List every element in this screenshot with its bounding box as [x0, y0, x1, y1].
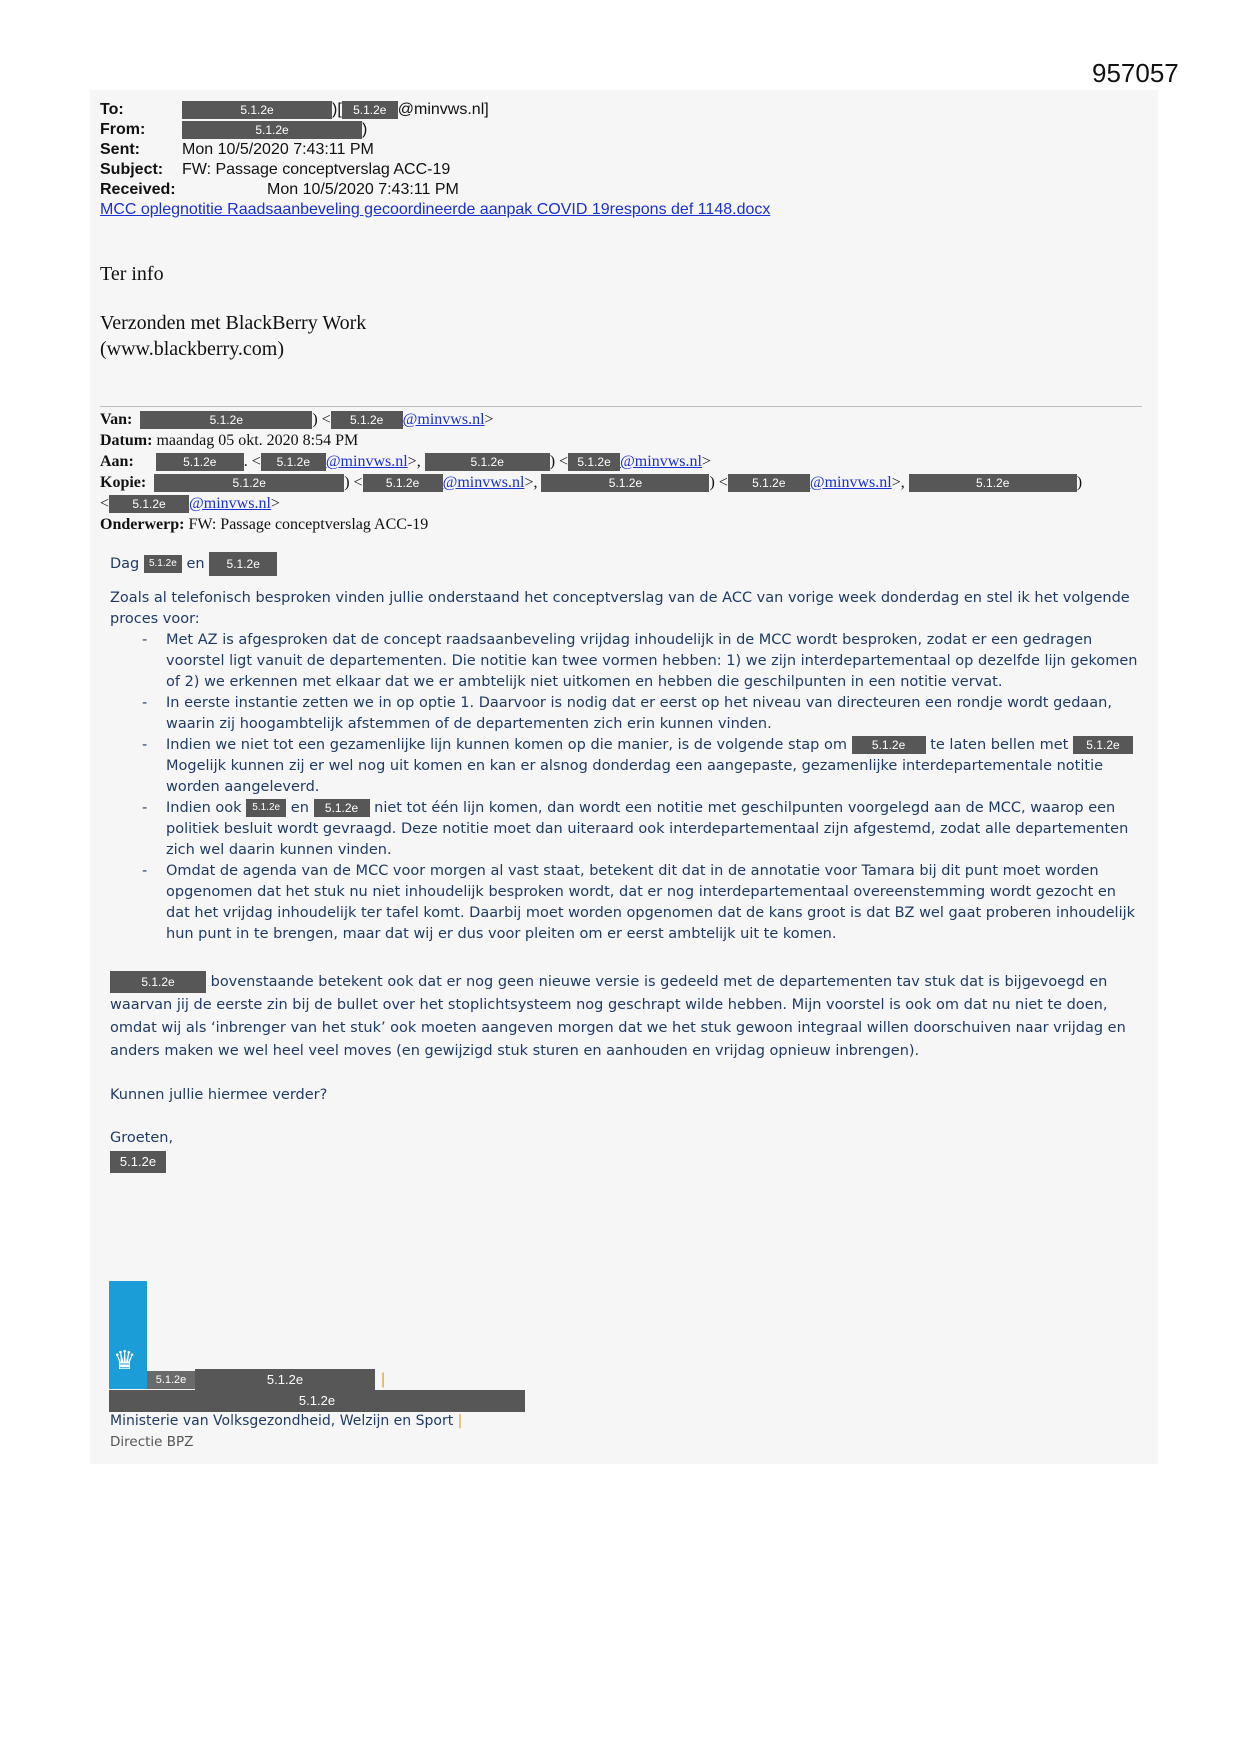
closing: Groeten, — [110, 1130, 174, 1146]
redaction: 5.1.2e — [425, 453, 550, 471]
redaction: 5.1.2e — [156, 453, 244, 471]
redaction: 5.1.2e — [342, 101, 398, 119]
sent-value: Mon 10/5/2020 7:43:11 PM — [182, 141, 374, 158]
list-item: - Omdat de agenda van de MCC voor morgen al vast staat, betekent dit dat in de annotatie voor Tamara bij dit punt moet worden opgenomen dat het stuk nu niet inhoudelijk besproken wordt, dat er nog interdepartementaal overeenstemming wordt gezocht en dat het vrijdag inhoudelijk ter tafel komt. Daarbij moet worden opgenomen dat de kans groot is dat BZ wel gaat proberen inhoudelijk hun punt in te brengen, maar dat wij er dus voor pleiten om er eerst ambtelijk uit te komen. — [110, 861, 1140, 945]
gt: > — [270, 495, 280, 512]
aan-label: Aan: — [100, 453, 134, 470]
lt: < — [100, 495, 110, 512]
redaction: 5.1.2e — [363, 474, 443, 492]
redaction: 5.1.2e — [852, 736, 926, 754]
kopie-sep: ) < — [344, 474, 363, 491]
divider — [100, 406, 1142, 407]
bullet4-part-b: en — [290, 800, 309, 816]
redaction: 5.1.2e — [541, 474, 709, 492]
ministry-name — [110, 1413, 462, 1429]
aan-sep: . < — [243, 453, 261, 470]
datum-value: maandag 05 okt. 2020 8:54 PM — [156, 432, 359, 449]
aan-domain-link-2[interactable]: @minvws.nl — [620, 453, 702, 470]
redaction: 5.1.2e — [144, 555, 182, 573]
gt-comma: >, — [891, 474, 905, 491]
redaction: 5.1.2e — [209, 552, 277, 576]
kopie-row — [100, 472, 1082, 493]
message-body — [110, 552, 1140, 1173]
subject-label: Subject: — [100, 161, 164, 178]
redaction: 5.1.2e — [331, 411, 403, 429]
bullet3-part-c: Mogelijk kunnen zij er wel nog uit komen en kan er alsnog donderdag een aangepaste, gezamenlijke interdepartementale notitie worden aangeleverd. — [166, 758, 1104, 795]
to-label: To: — [100, 101, 124, 118]
kopie-row-2 — [100, 493, 1082, 514]
list-item — [110, 735, 1140, 798]
onderwerp-value: FW: Passage conceptverslag ACC-19 — [188, 516, 429, 533]
kopie-sep2: ) < — [709, 474, 728, 491]
redaction: 5.1.2e — [568, 453, 620, 471]
paragraph-2 — [110, 971, 1140, 1063]
subject-row — [100, 160, 770, 180]
onderwerp-label: Onderwerp: — [100, 516, 185, 533]
redaction: 5.1.2e — [728, 474, 810, 492]
question: Kunnen jullie hiermee verder? — [110, 1087, 328, 1103]
intro-paragraph: Zoals al telefonisch besproken vinden jullie onderstaand het conceptverslag van de ACC van vorige week donderdag en stel ik het volgende proces voor: — [110, 590, 1130, 627]
received-row — [100, 180, 770, 200]
redaction: 5.1.2e — [110, 971, 206, 993]
redaction: 5.1.2e — [261, 453, 326, 471]
attachment-link[interactable]: MCC oplegnotitie Raadsaanbeveling gecoordineerde aanpak COVID 19respons def 1148.docx — [100, 201, 771, 218]
to-row — [100, 100, 770, 120]
sent-label: Sent: — [100, 141, 140, 158]
greeting-dag: Dag — [110, 556, 140, 572]
van-sep: ) < — [312, 411, 331, 428]
from-row — [100, 120, 770, 140]
aan-domain-link[interactable]: @minvws.nl — [325, 453, 408, 470]
list-item: - Met AZ is afgesproken dat de concept raadsaanbeveling vrijdag inhoudelijk in de MCC wordt besproken, zodat er een gedragen voorstel ligt vanuit de departementen. Die notitie kan twee vormen hebben: 1) we zijn interdepartementaal op dezelfde lijn gekomen of 2) we erkennen met elkaar dat we er ambtelijk niet uitkomen en hebben die geschilpunten in een notitie vervat. — [110, 630, 1140, 693]
gt: > — [484, 411, 494, 428]
redaction: 5.1.2e — [182, 101, 332, 119]
kopie-domain-link-3[interactable]: @minvws.nl — [189, 495, 271, 512]
crest-icon: ♛ — [113, 1345, 137, 1375]
redaction: 5.1.2e — [1073, 736, 1133, 754]
rijksoverheid-logo — [109, 1281, 147, 1389]
to-domain: @minvws.nl] — [397, 101, 489, 118]
bullet4-part-a: Indien ook — [166, 800, 242, 816]
datum-label: Datum: — [100, 432, 153, 449]
blackberry-url: (www.blackberry.com) — [100, 338, 284, 360]
received-value: Mon 10/5/2020 7:43:11 PM — [267, 181, 459, 198]
from-label: From: — [100, 121, 146, 138]
ministry-text: Ministerie van Volksgezondheid, Welzijn en Sport — [110, 1413, 454, 1429]
aan-sep2: ) < — [549, 453, 569, 470]
gt-comma: >, — [524, 474, 538, 491]
signature-line-1 — [147, 1369, 385, 1391]
paren: ) — [1076, 474, 1083, 491]
van-label: Van: — [100, 411, 133, 428]
directie: Directie BPZ — [110, 1434, 194, 1450]
redaction: 5.1.2e — [195, 1369, 375, 1391]
sent-row — [100, 140, 770, 160]
van-domain-link[interactable]: @minvws.nl — [402, 411, 485, 428]
redaction: 5.1.2e — [246, 799, 286, 817]
kopie-label: Kopie: — [100, 474, 147, 491]
to-separator: )[ — [332, 101, 342, 118]
list-item — [110, 798, 1140, 861]
separator-bar: | — [457, 1413, 463, 1429]
greeting-en: en — [186, 556, 205, 572]
paragraph-2-text: bovenstaande betekent ook dat er nog geen nieuwe versie is gedeeld met de departementen tav stuk dat is bijgevoegd en waarvan jij de eerste zin bij de bullet over het stoplichtsysteem nog geschrapt wilde hebben. Mijn voorstel is ook om dat nu niet te doen, omdat wij als ‘inbrenger van het stuk’ ook moeten aangeven morgen dat we het stuk gewoon integraal willen doorschuiven naar vrijdag en anders maken we wel heel veel moves (en gewijzigd stuk sturen en aanhouden en vrijdag opnieuw inbrengen). — [110, 974, 1126, 1059]
gt-comma: >, — [407, 453, 421, 470]
redaction: 5.1.2e — [909, 474, 1077, 492]
document-number: 957057 — [1092, 58, 1179, 88]
sender-name — [110, 1151, 1140, 1173]
onderwerp-row — [100, 514, 1082, 535]
ter-info-text: Ter info — [100, 263, 164, 285]
signature-line-2 — [109, 1390, 525, 1412]
van-row — [100, 409, 1082, 430]
redaction: 5.1.2e — [314, 799, 370, 817]
datum-row — [100, 430, 1082, 451]
process-list — [110, 630, 1140, 945]
attachment-row — [100, 200, 770, 220]
kopie-domain-link[interactable]: @minvws.nl — [442, 474, 525, 491]
blackberry-line: Verzonden met BlackBerry Work — [100, 312, 367, 334]
from-suffix: ) — [362, 121, 368, 138]
redaction: 5.1.2e — [109, 1390, 525, 1412]
received-label: Received: — [100, 181, 176, 198]
bullet3-part-b: te laten bellen met — [930, 737, 1069, 753]
separator-bar: | — [381, 1371, 386, 1389]
subject-value: FW: Passage conceptverslag ACC-19 — [182, 161, 451, 178]
list-item: - In eerste instantie zetten we in op optie 1. Daarvoor is nodig dat er eerst op het niveau van directeuren een rondje wordt gedaan, waarin zij hoogambtelijk afstemmen of de departementen zich erin kunnen vinden. — [110, 693, 1140, 735]
redaction: 5.1.2e — [154, 474, 344, 492]
redaction: 5.1.2e — [147, 1371, 195, 1389]
redaction: 5.1.2e — [140, 411, 312, 429]
email-header — [100, 100, 770, 220]
kopie-domain-link-2[interactable]: @minvws.nl — [809, 474, 892, 491]
bullet4-part-c: niet tot één lijn komen, dan wordt een notitie met geschilpunten voorgelegd aan de MCC, waarop een politiek besluit wordt gevraagd. Deze notitie moet dan uiteraard ook interdepartementaal zijn afgestemd, zodat alle departementen zich wel daarin kunnen vinden. — [166, 800, 1129, 858]
gt: > — [701, 453, 711, 470]
aan-row — [100, 451, 1082, 472]
blackberry-signature — [100, 310, 366, 362]
redaction: 5.1.2e — [110, 1151, 166, 1173]
bullet3-part-a: Indien we niet tot een gezamenlijke lijn kunnen komen op die manier, is de volgende stap om — [166, 737, 847, 753]
redaction: 5.1.2e — [109, 495, 189, 513]
greeting — [110, 552, 1140, 576]
redaction: 5.1.2e — [182, 121, 362, 139]
forwarded-header — [100, 409, 1082, 535]
